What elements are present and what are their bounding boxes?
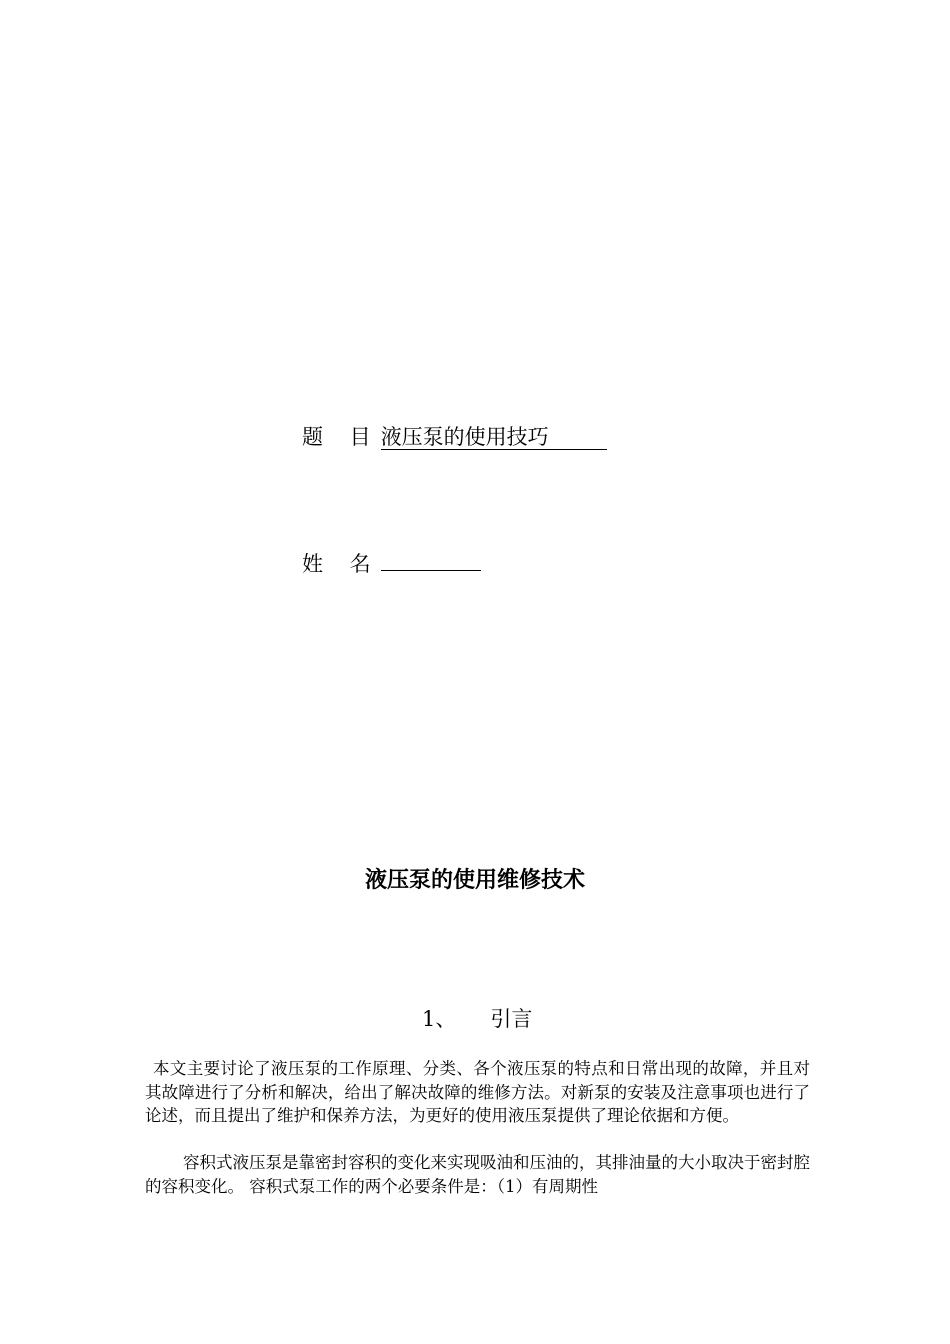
cover-name-label: 姓 名	[302, 552, 381, 576]
cover-title-field	[302, 423, 607, 451]
document-title: 液压泵的使用维修技术	[364, 868, 585, 893]
cover-title-value: 液压泵的使用技巧	[381, 425, 607, 450]
section-heading	[422, 1004, 532, 1034]
cover-name-field	[302, 546, 481, 578]
cover-title-label: 题 目	[302, 425, 381, 449]
body-paragraph: 本文主要讨论了液压泵的工作原理、分类、各个液压泵的特点和日常出现的故障，并且对其故障进行了分析和解决，给出了解决故障的维修方法。对新泵的安装及注意事项也进行了论述，而且提出了维护和保养方法，为更好的使用液压泵提供了理论依据和方便。	[145, 1059, 810, 1125]
body-paragraph: 容积式液压泵是靠密封容积的变化来实现吸油和压油的，其排油量的大小取决于密封腔的容积变化。 容积式泵工作的两个必要条件是：（1）有周期性	[145, 1153, 810, 1196]
cover-name-blank	[381, 546, 481, 571]
section-title: 引言	[490, 1007, 533, 1031]
section-number: 1、	[422, 1007, 457, 1031]
